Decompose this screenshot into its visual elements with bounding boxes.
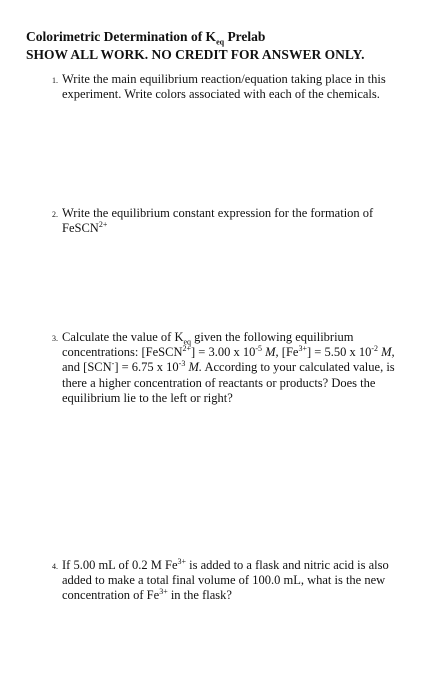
q3-unit-1: M, [262, 345, 279, 360]
q3-part-3: ] = 3.00 x 10 [190, 345, 256, 360]
q3-exp-2: -2 [371, 344, 378, 354]
q4-fe-charge-1: 3+ [177, 556, 187, 566]
q3-part-7: ] = 6.75 x 10 [114, 360, 179, 375]
q4-part-1: If 5.00 mL of 0.2 M Fe [62, 558, 178, 572]
q3-scn-charge: - [111, 359, 115, 369]
q3-part-5: ] = 5.50 x 10 [306, 345, 372, 360]
question-2-text [62, 206, 407, 236]
q3-unit-3: M. [185, 360, 203, 375]
question-1-number: 1. [52, 76, 58, 85]
question-2-charge: 2+ [98, 220, 108, 230]
instruction-heading: SHOW ALL WORK. NO CREDIT FOR ANSWER ONLY. [26, 47, 365, 62]
question-1-text: Write the main equilibrium reaction/equation taking place in this experiment. Write colors associated with each of the chemicals. [62, 72, 386, 102]
question-2-number: 2. [52, 210, 58, 219]
title-text: Colorimetric Determination of K [26, 29, 217, 44]
title-subscript: eq [216, 37, 225, 47]
page-title [26, 28, 265, 45]
q4-fe-charge-2: 3+ [159, 587, 168, 597]
q3-exp-3: -3 [178, 359, 186, 369]
q3-exp-1: -5 [255, 344, 262, 354]
question-3-number: 3. [52, 334, 58, 343]
title-suffix: Prelab [224, 29, 266, 44]
q4-part-3: in the flask? [167, 588, 232, 603]
q3-part-6: and [SCN [62, 360, 112, 375]
question-4-number: 4. [52, 562, 58, 571]
question-3-text [62, 330, 407, 406]
q3-part-8: According to your calculated value, is there a higher concentration of reactants or products? Does the equilibrium lie to the left or right? [62, 360, 395, 405]
q3-part-2: given the following equilibrium concentrations: [FeSCN [62, 330, 354, 360]
q4-part-2: is added to a flask and nitric acid is also added to make a total final volume of 100.0 mL, what is the new concentration of Fe [62, 558, 389, 603]
question-4-text [62, 558, 407, 604]
q3-part-1: Calculate the value of K [62, 330, 184, 344]
q3-part-4: [Fe [278, 345, 299, 360]
question-2-body: Write the equilibrium constant expression for the formation of FeSCN [62, 206, 374, 236]
q3-fescn-charge: 2+ [182, 344, 191, 354]
q3-keq-subscript: eq [183, 337, 192, 347]
q3-unit-2: M, [378, 345, 395, 360]
q3-fe-charge: 3+ [298, 344, 307, 354]
